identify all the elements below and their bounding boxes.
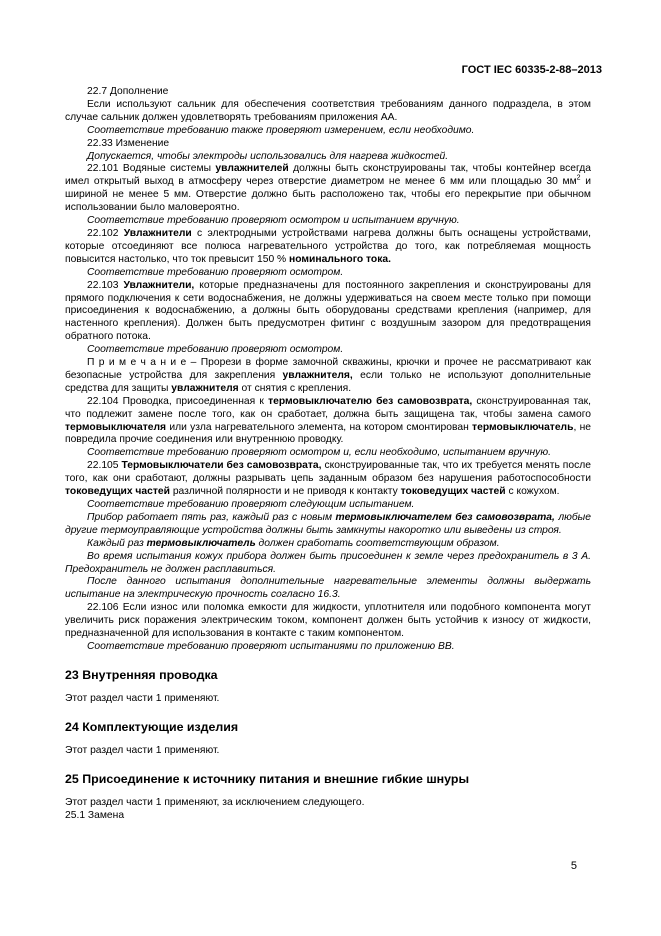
note: П р и м е ч а н и е – Прорези в форме замочной скважины, крючки и прочее не рассматривают как безопасные устройства для закрепления увлажнителя, если только не используют дополнительные средства для защиты увлажнителя от снятия с крепления.: [65, 357, 591, 394]
section-text-25: Этот раздел части 1 применяют, за исключением следующего.: [65, 796, 365, 808]
clause-25-1: 25.1 Замена: [65, 809, 125, 821]
document-body: [65, 86, 591, 823]
test-procedure: После данного испытания дополнительные нагревательные элементы должны выдержать испытание на электрическую прочность согласно 16.3.: [65, 576, 591, 601]
section-text-24: Этот раздел части 1 применяют.: [65, 744, 220, 756]
clause-22-106: 22.106 Если износ или поломка емкости для жидкости, уплотнителя или подобного компонента могут увеличить риск поражения электрическим током, компонент должен быть устойчив к износу от жидкости, предназначенной для использования в контакте с таким компонентом.: [65, 602, 591, 640]
section-heading-25: 25 Присоединение к источнику питания и внешние гибкие шнуры: [65, 771, 470, 786]
clause-22-101: 22.101 Водяные системы увлажнителей должны быть сконструированы так, чтобы контейнер всегда имел открытый выход в атмосферу через отверстие диаметром не менее 6 мм или площадью 30 $мм^2$ и шириной не менее 5 мм. Отверстие должно быть расположено так, чтобы его перекрытие при обычном использовании было маловероятно.: [65, 163, 591, 214]
page-number: 5: [570, 860, 577, 872]
clause-22-7: 22.7 Дополнение: [87, 86, 169, 97]
compliance-note: Соответствие требованию проверяют осмотром.: [87, 344, 344, 356]
test-procedure: Во время испытания кожух прибора должен быть присоединен к земле через предохранитель в 3 А. Предохранитель не должен расплавиться.: [65, 550, 591, 575]
compliance-note: Соответствие требованию проверяют следующим испытанием.: [87, 499, 415, 510]
standard-number: ГОСТ IEC 60335-2-88–2013: [461, 64, 602, 76]
section-heading-23: 23 Внутренняя проводка: [65, 667, 218, 682]
test-procedure: Каждый раз термовыключатель должен сработать соответствующим образом.: [87, 537, 500, 549]
section-heading-24: 24 Комплектующие изделия: [65, 719, 239, 734]
compliance-note: Соответствие требованию проверяют осмотром и, если необходимо, испытанием вручную.: [87, 447, 551, 459]
clause-22-105: 22.105 Термовыключатели без самовозврата, сконструированные так, что их требуется менять после того, как они сработают, должны разрывать цепь заданным образом без нарушения работоспособности токоведущих частей различной полярности и не приводя к контакту токоведущих частей с кожухом.: [65, 460, 591, 498]
clause-22-104: 22.104 Проводка, присоединенная к термовыключателю без самовозврата, сконструированная так, что подлежит замене после того, как он сработает, должна быть защищена так, чтобы замена самого термовыключателя или узла нагревательного элемента, на котором смонтирован термовыключатель, не повредила прочие соединения или внутреннюю проводку.: [65, 395, 592, 446]
clause-22-102: 22.102 Увлажнители с электродными устройствами нагрева должны быть оснащены устройствами, которые отсоединяют все полюса нагревательного устройства до того, как потребляемая мощность повысится настолько, что ток превысит 150 % номинального тока.: [65, 227, 591, 265]
clause-22-103: 22.103 Увлажнители, которые предназначены для постоянного закрепления и сконструированы для прямого подключения к сети водоснабжения, не должны удерживаться на своем месте только при помощи присоединения к водоснабжению, а должны быть оборудованы средствами крепления (например, для настенного крепления). Должен быть предусмотрен фитинг с воздушным зазором для предотвращения обратного потока.: [65, 279, 591, 343]
compliance-note: Соответствие требованию проверяют осмотром.: [87, 266, 344, 278]
section-text-23: Этот раздел части 1 применяют.: [65, 692, 220, 704]
paragraph: Если используют сальник для обеспечения соответствия требованиям данного подраздела, в этом случае сальник должен удовлетворять требованиям приложения АА.: [65, 98, 591, 123]
paragraph-italic: Допускается, чтобы электроды использовались для нагрева жидкостей.: [87, 150, 449, 162]
compliance-note: Соответствие требованию также проверяют измерением, если необходимо.: [87, 124, 475, 136]
test-procedure: Прибор работает пять раз, каждый раз с новым термовыключателем без самовозврата, любые другие термоуправляющие устройства должны быть замкнуты накоротко или выведены из строя.: [65, 511, 591, 536]
compliance-note: Соответствие требованию проверяют осмотром и испытанием вручную.: [87, 215, 460, 227]
compliance-note: Соответствие требованию проверяют испытаниями по приложению ВВ.: [87, 640, 455, 652]
clause-22-33: 22.33 Изменение: [87, 137, 170, 149]
